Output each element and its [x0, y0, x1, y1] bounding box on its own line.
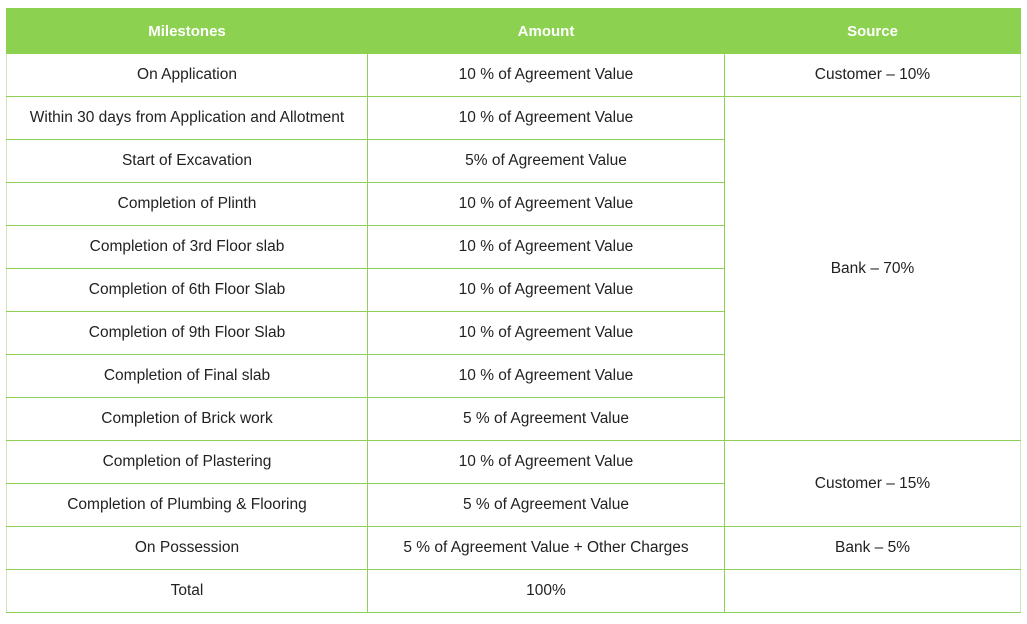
amount-cell: 10 % of Agreement Value: [368, 312, 725, 355]
table-row: [7, 441, 1021, 484]
amount-cell: 5% of Agreement Value: [368, 140, 725, 183]
milestone-cell: Within 30 days from Application and Allotment: [7, 97, 368, 140]
milestone-cell: Completion of Plumbing & Flooring: [7, 484, 368, 527]
milestone-cell: Completion of Plinth: [7, 183, 368, 226]
table-row: [7, 54, 1021, 97]
source-cell: Bank – 5%: [725, 527, 1021, 570]
source-cell: Customer – 10%: [725, 54, 1021, 97]
milestone-cell: Start of Excavation: [7, 140, 368, 183]
table-row: [7, 527, 1021, 570]
total-row: [7, 570, 1021, 613]
source-cell: Bank – 70%: [725, 97, 1021, 441]
empty-source-cell: [725, 570, 1021, 613]
payment-schedule-table: [6, 8, 1021, 613]
table-row: [7, 97, 1021, 140]
amount-cell: 5 % of Agreement Value: [368, 398, 725, 441]
amount-cell: 10 % of Agreement Value: [368, 355, 725, 398]
header-amount: Amount: [368, 9, 725, 54]
header-row: [7, 9, 1021, 54]
amount-cell: 10 % of Agreement Value: [368, 269, 725, 312]
amount-cell: 10 % of Agreement Value: [368, 183, 725, 226]
table-header: [7, 9, 1021, 54]
amount-cell: 10 % of Agreement Value: [368, 441, 725, 484]
amount-cell: 10 % of Agreement Value: [368, 226, 725, 269]
amount-cell: 10 % of Agreement Value: [368, 54, 725, 97]
header-milestones: Milestones: [7, 9, 368, 54]
source-cell: Customer – 15%: [725, 441, 1021, 527]
milestone-cell: On Application: [7, 54, 368, 97]
milestone-cell: Completion of Brick work: [7, 398, 368, 441]
milestone-cell: Completion of Final slab: [7, 355, 368, 398]
total-amount-cell: 100%: [368, 570, 725, 613]
milestone-cell: Completion of 6th Floor Slab: [7, 269, 368, 312]
total-label-cell: Total: [7, 570, 368, 613]
amount-cell: 5 % of Agreement Value: [368, 484, 725, 527]
milestone-cell: Completion of 3rd Floor slab: [7, 226, 368, 269]
header-source: Source: [725, 9, 1021, 54]
table-body: [7, 54, 1021, 613]
amount-cell: 5 % of Agreement Value + Other Charges: [368, 527, 725, 570]
milestone-cell: On Possession: [7, 527, 368, 570]
milestone-cell: Completion of Plastering: [7, 441, 368, 484]
amount-cell: 10 % of Agreement Value: [368, 97, 725, 140]
milestone-cell: Completion of 9th Floor Slab: [7, 312, 368, 355]
